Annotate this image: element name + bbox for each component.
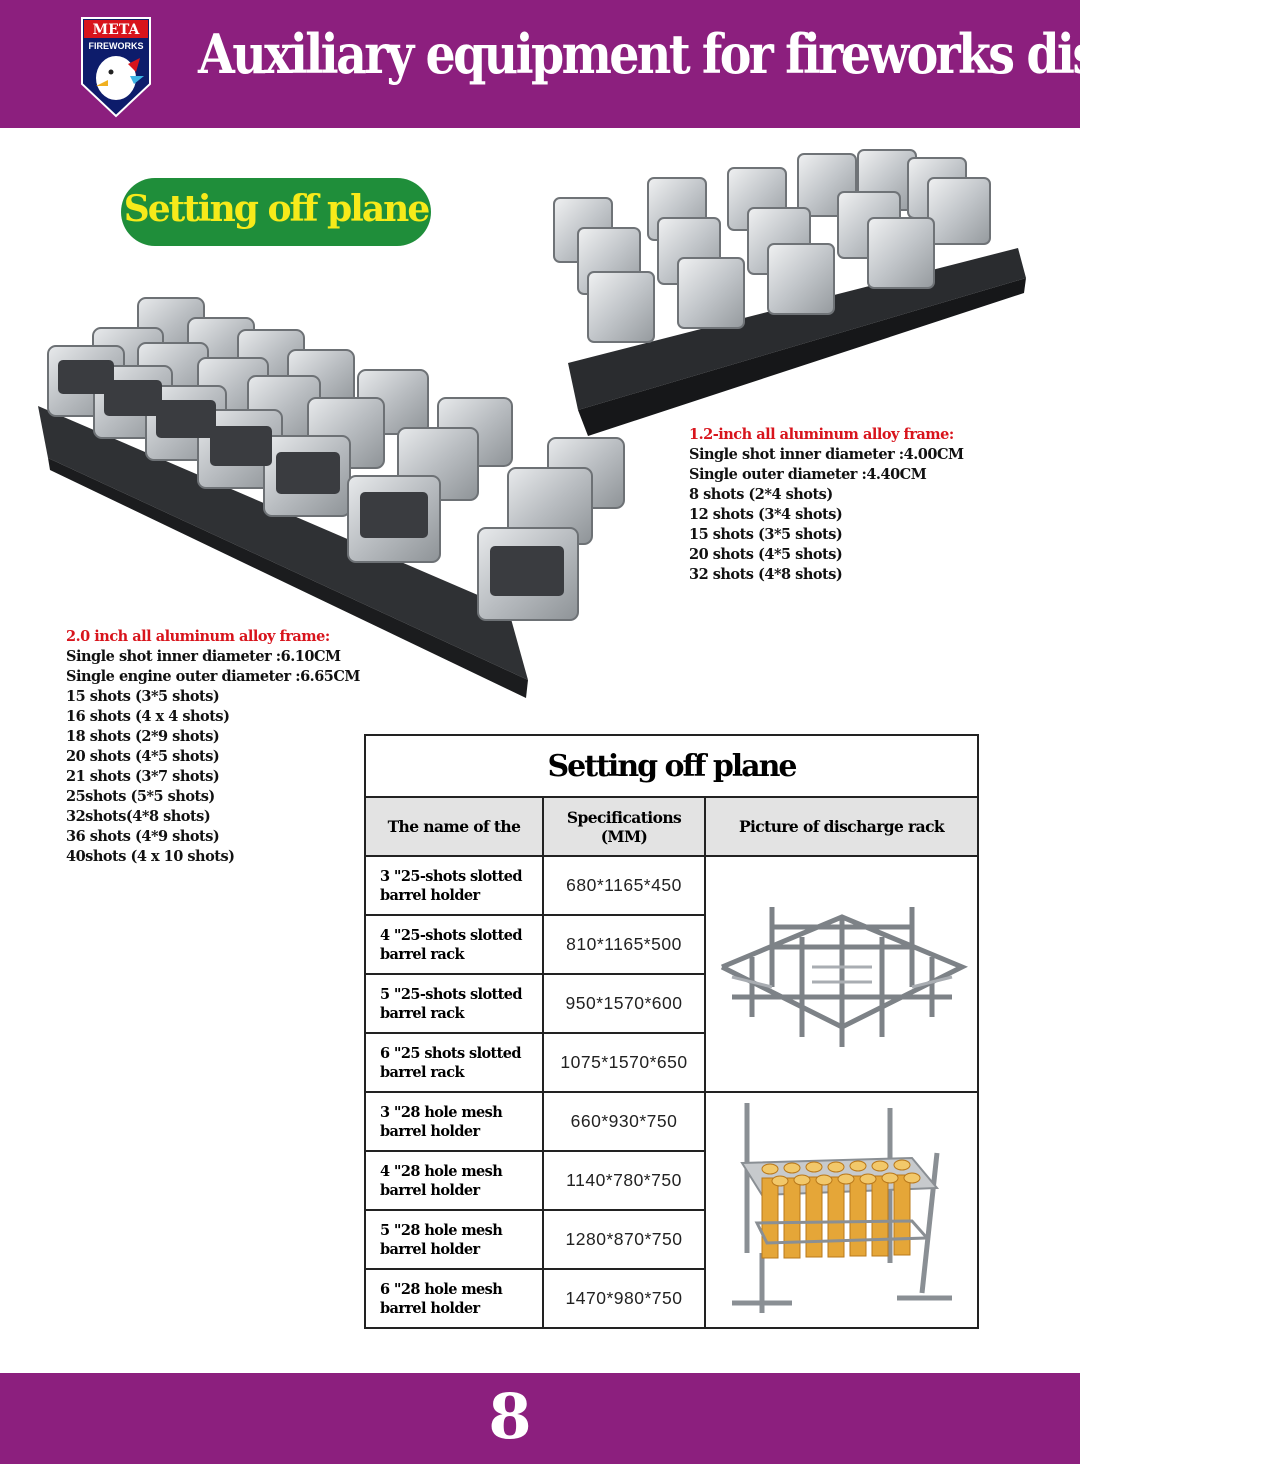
svg-text:FIREWORKS: FIREWORKS [88, 41, 144, 51]
rack-spec-cell: 1140*780*750 [543, 1151, 705, 1210]
spec-line: 36 shots (4*9 shots) [66, 828, 220, 845]
rack-name-cell: 5 "25-shots slotted barrel rack [365, 974, 543, 1033]
rack-spec-cell: 680*1165*450 [543, 856, 705, 915]
rack-spec-cell: 1075*1570*650 [543, 1033, 705, 1092]
page-title: Auxiliary equipment for fireworks discharge [198, 22, 1263, 86]
rack-spec-cell: 810*1165*500 [543, 915, 705, 974]
spec-line: 8 shots (2*4 shots) [689, 486, 833, 503]
rack-name-cell: 6 "25 shots slotted barrel rack [365, 1033, 543, 1092]
spec-line: 18 shots (2*9 shots) [66, 728, 220, 745]
spec-heading: 1.2-inch all aluminum alloy frame: [689, 426, 954, 443]
page-number: 8 [488, 1380, 532, 1453]
table-row [365, 1092, 978, 1151]
section-badge [121, 178, 431, 246]
rack-name-cell: 5 "28 hole mesh barrel holder [365, 1210, 543, 1269]
brand-logo [78, 14, 154, 118]
rack-name-cell: 4 "28 hole mesh barrel holder [365, 1151, 543, 1210]
spec-line: Single outer diameter :4.40CM [689, 466, 927, 483]
spec-line: 21 shots (3*7 shots) [66, 768, 220, 785]
spec-line: 32shots(4*8 shots) [66, 808, 211, 825]
spec-list-2inch [66, 627, 360, 867]
spec-table [364, 734, 979, 1329]
spec-line: 16 shots (4 x 4 shots) [66, 708, 230, 725]
svg-text:META: META [92, 22, 140, 38]
rack-name-cell: 6 "28 hole mesh barrel holder [365, 1269, 543, 1328]
rack-name-cell: 4 "25-shots slotted barrel rack [365, 915, 543, 974]
column-header: Picture of discharge rack [705, 797, 978, 856]
spec-heading: 2.0 inch all aluminum alloy frame: [66, 628, 330, 645]
spec-line: Single shot inner diameter :6.10CM [66, 648, 341, 665]
spec-list-1-2inch [689, 425, 964, 585]
slotted-rack-image [705, 856, 978, 1092]
spec-line: 20 shots (4*5 shots) [689, 546, 843, 563]
mesh-rack-image [705, 1092, 978, 1328]
rack-spec-cell: 660*930*750 [543, 1092, 705, 1151]
spec-line: Single engine outer diameter :6.65CM [66, 668, 360, 685]
spec-line: 25shots (5*5 shots) [66, 788, 215, 805]
rack-spec-cell: 1470*980*750 [543, 1269, 705, 1328]
column-header: The name of the [365, 797, 543, 856]
spec-line: 12 shots (3*4 shots) [689, 506, 843, 523]
spec-line: 15 shots (3*5 shots) [66, 688, 220, 705]
column-header: Specifications (MM) [543, 797, 705, 856]
spec-line: 40shots (4 x 10 shots) [66, 848, 235, 865]
table-title: Setting off plane [365, 735, 978, 797]
spec-line: 20 shots (4*5 shots) [66, 748, 220, 765]
rack-name-cell: 3 "25-shots slotted barrel holder [365, 856, 543, 915]
spec-line: 32 shots (4*8 shots) [689, 566, 843, 583]
aluminum-rack-1-2inch-image [548, 148, 1028, 438]
rack-name-cell: 3 "28 hole mesh barrel holder [365, 1092, 543, 1151]
rack-spec-cell: 1280*870*750 [543, 1210, 705, 1269]
spec-line: 15 shots (3*5 shots) [689, 526, 843, 543]
table-row [365, 856, 978, 915]
rack-spec-cell: 950*1570*600 [543, 974, 705, 1033]
section-badge-label: Setting off plane [123, 188, 429, 230]
spec-line: Single shot inner diameter :4.00CM [689, 446, 964, 463]
